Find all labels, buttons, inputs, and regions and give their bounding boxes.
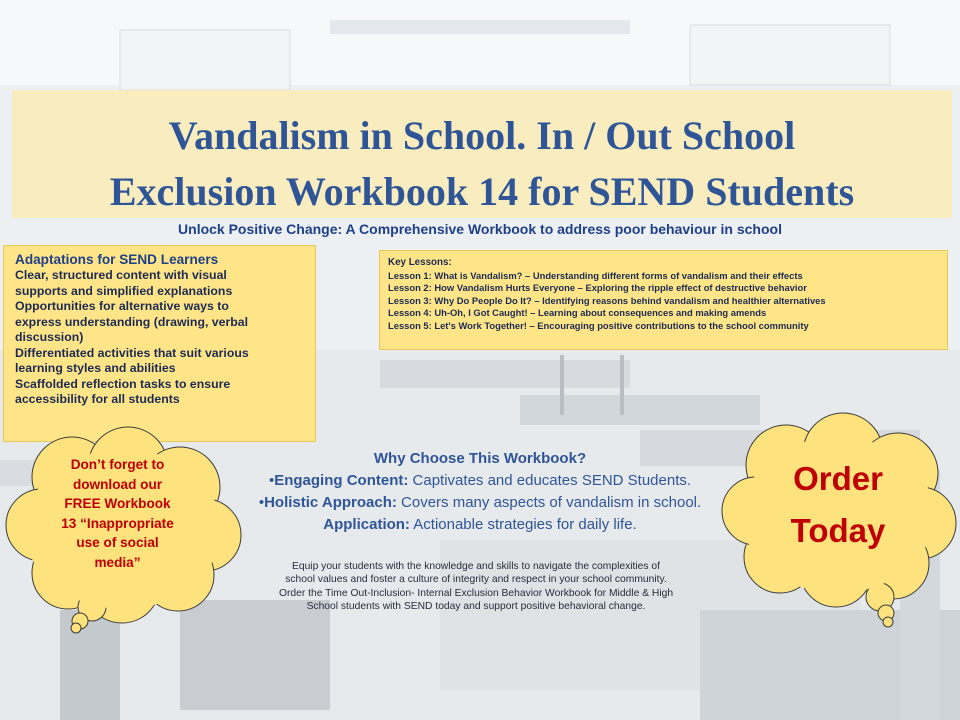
why-choose-item — [225, 514, 735, 536]
why-choose-section — [225, 448, 735, 536]
free-workbook-text[interactable] — [30, 455, 205, 572]
why-item-label: Engaging Content: — [274, 472, 409, 489]
bullet: • — [258, 494, 265, 511]
adaptations-title: Adaptations for SEND Learners — [15, 252, 219, 267]
closing-line: Equip your students with the knowledge and skills to navigate the complexities of — [291, 561, 661, 572]
adaptations-box — [3, 245, 316, 442]
free-cloud-line: media” — [94, 554, 141, 570]
adaptations-line: Differentiated activities that suit various — [15, 345, 249, 360]
order-line-1: Order — [793, 460, 883, 497]
page-title — [12, 108, 952, 220]
why-choose-item — [225, 492, 735, 514]
adaptations-line: express understanding (drawing, verbal — [15, 314, 249, 329]
order-today-text[interactable] — [738, 453, 938, 557]
why-item-text: Covers many aspects of vandalism in school. — [396, 494, 702, 511]
lesson-item: Lesson 1: What is Vandalism? – Understanding different forms of vandalism and their effects — [388, 269, 803, 281]
why-item-label: Application: — [323, 516, 410, 533]
free-cloud-line: use of social — [76, 535, 159, 550]
adaptations-line: Opportunities for alternative ways to — [15, 299, 229, 313]
free-cloud-line: download our — [72, 476, 163, 492]
why-item-text: Captivates and educates SEND Students. — [408, 472, 692, 489]
adaptations-line: Scaffolded reflection tasks to ensure — [15, 376, 231, 391]
adaptations-line: discussion) — [15, 330, 84, 344]
title-line-2: Exclusion Workbook 14 for SEND Students — [109, 169, 855, 214]
key-lessons-box — [379, 250, 948, 350]
adaptations-line: supports and simplified explanations — [15, 283, 233, 298]
closing-line: School students with SEND today and support positive behavioral change. — [306, 601, 646, 613]
title-line-1: Vandalism in School. In / Out School — [168, 113, 796, 158]
closing-paragraph — [250, 560, 702, 614]
lesson-item: Lesson 2: How Vandalism Hurts Everyone – Exploring the ripple effect of destructive behavior — [388, 282, 807, 293]
adaptations-line: Clear, structured content with visual — [15, 268, 227, 282]
adaptations-list — [15, 268, 315, 408]
lesson-item: Lesson 4: Uh-Oh, I Got Caught! – Learning about consequences and making amends — [388, 307, 767, 318]
key-lessons-list — [388, 270, 947, 333]
free-cloud-line: Don’t forget to — [70, 457, 165, 472]
why-choose-title: Why Choose This Workbook? — [373, 450, 587, 467]
closing-line: Order the Time Out-Inclusion- Internal Exclusion Behavior Workbook for Middle & High — [278, 587, 674, 599]
order-line-2: Today — [790, 512, 886, 549]
free-workbook-cloud — [0, 425, 250, 635]
lesson-item: Lesson 5: Let's Work Together! – Encouraging positive contributions to the school community — [388, 319, 809, 331]
bullet: • — [268, 472, 275, 489]
adaptations-line: learning styles and abilities — [15, 361, 176, 375]
free-cloud-line: FREE Workbook — [64, 496, 171, 511]
why-item-label: Holistic Approach: — [264, 494, 397, 511]
free-cloud-line: 13 “Inappropriate — [61, 515, 174, 531]
why-item-text: Actionable strategies for daily life. — [409, 516, 637, 533]
key-lessons-title: Key Lessons: — [388, 257, 452, 268]
lesson-item: Lesson 3: Why Do People Do It? – Identifying reasons behind vandalism and healthier alternatives — [388, 294, 826, 306]
why-choose-item — [225, 470, 735, 492]
closing-line: school values and foster a culture of integrity and respect in your school community. — [285, 574, 667, 586]
adaptations-line: accessibility for all students — [15, 392, 180, 406]
subtitle: Unlock Positive Change: A Comprehensive Workbook to address poor behaviour in school — [178, 221, 782, 237]
order-today-cloud[interactable] — [718, 415, 958, 630]
